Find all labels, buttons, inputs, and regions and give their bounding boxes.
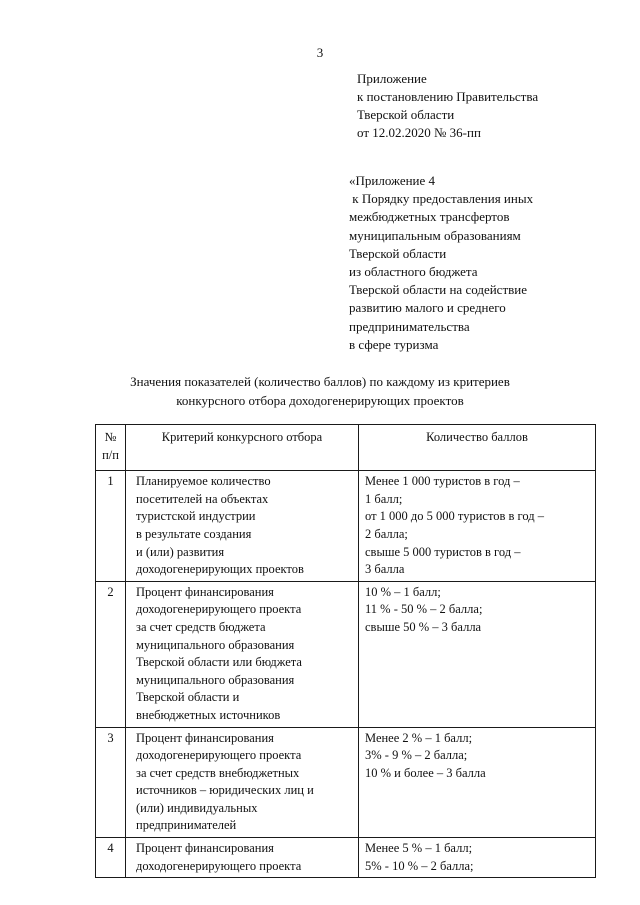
appendix-4-header xyxy=(349,172,619,354)
row-score xyxy=(359,838,596,878)
criteria-table-viewport xyxy=(90,424,610,873)
appendix-header-line: Приложение xyxy=(357,71,427,86)
criteria-table xyxy=(95,424,596,878)
criterion-line: туристской индустрии xyxy=(136,509,256,524)
appendix-4-line: к Порядку предоставления иных xyxy=(349,191,534,207)
criterion-line: доходогенерирующих проектов xyxy=(136,562,304,577)
row-number: 3 xyxy=(96,727,126,838)
table-row xyxy=(96,471,596,582)
criterion-line: Процент финансирования xyxy=(136,730,274,745)
score-line: 11 % - 50 % – 2 балла; xyxy=(365,602,483,617)
appendix-4-line: «Приложение 4 xyxy=(349,173,436,188)
row-number: 2 xyxy=(96,581,126,727)
appendix-header-line: от 12.02.2020 № 36-пп xyxy=(357,125,481,140)
row-criterion xyxy=(126,581,359,727)
criterion-line: муниципального образования xyxy=(136,637,295,652)
score-line: Менее 1 000 туристов в год – xyxy=(365,474,520,489)
row-score xyxy=(359,581,596,727)
header-num xyxy=(96,425,126,471)
criterion-line: за счет средств бюджета xyxy=(136,619,266,634)
appendix-header-line: к постановлению Правительства xyxy=(357,89,539,104)
table-row xyxy=(96,581,596,727)
table-header-row xyxy=(96,425,596,471)
criterion-line: доходогенерирующего проекта xyxy=(136,858,302,873)
appendix-4-line: предпринимательства xyxy=(349,318,470,334)
criterion-line: внебюджетных источников xyxy=(136,707,281,722)
criterion-line: Планируемое количество xyxy=(136,474,271,489)
criterion-line: источников – юридических лиц и xyxy=(136,783,314,798)
criterion-line: доходогенерирующего проекта xyxy=(136,748,302,763)
criterion-line: Тверской области или бюджета xyxy=(136,655,302,670)
appendix-4-line: межбюджетных трансфертов xyxy=(349,209,510,225)
row-number: 4 xyxy=(96,838,126,878)
score-line: от 1 000 до 5 000 туристов в год – xyxy=(365,509,544,524)
score-line: свыше 5 000 туристов в год – xyxy=(365,544,521,559)
row-criterion xyxy=(126,727,359,838)
header-criterion: Критерий конкурсного отбора xyxy=(126,425,359,471)
criterion-line: предпринимателей xyxy=(136,818,237,833)
row-criterion xyxy=(126,838,359,878)
criterion-line: доходогенерирующего проекта xyxy=(136,602,302,617)
score-line: 3 балла xyxy=(365,562,405,577)
header-num-line: № xyxy=(104,430,117,444)
document-title xyxy=(60,372,580,410)
score-line: Менее 5 % – 1 балл; xyxy=(365,841,473,856)
table-row xyxy=(96,727,596,838)
header-score: Количество баллов xyxy=(359,425,596,471)
criterion-line: в результате создания xyxy=(136,526,252,541)
appendix-4-line: в сфере туризма xyxy=(349,336,439,352)
appendix-header xyxy=(357,70,617,142)
appendix-4-line: Тверской области на содействие xyxy=(349,282,527,298)
criterion-line: за счет средств внебюджетных xyxy=(136,765,300,780)
criterion-line: Процент финансирования xyxy=(136,841,274,856)
score-line: свыше 50 % – 3 балла xyxy=(365,619,482,634)
appendix-4-line: Тверской области xyxy=(349,245,447,261)
criterion-line: Тверской области и xyxy=(136,690,240,705)
appendix-header-line: Тверской области xyxy=(357,107,455,122)
score-line: 3% - 9 % – 2 балла; xyxy=(365,748,468,763)
row-score xyxy=(359,727,596,838)
score-line: 10 % и более – 3 балла xyxy=(365,765,486,780)
row-criterion xyxy=(126,471,359,582)
criterion-line: муниципального образования xyxy=(136,672,295,687)
appendix-4-line: из областного бюджета xyxy=(349,264,478,280)
title-line-1: Значения показателей (количество баллов) по каждому из критериев xyxy=(130,374,510,389)
appendix-4-line: развитию малого и среднего xyxy=(349,300,506,316)
header-num-line: п/п xyxy=(102,447,119,462)
table-row xyxy=(96,838,596,878)
row-number: 1 xyxy=(96,471,126,582)
criterion-line: посетителей на объектах xyxy=(136,491,269,506)
criterion-line: и (или) развития xyxy=(136,544,225,559)
page-number: 3 xyxy=(316,45,324,60)
score-line: 5% - 10 % – 2 балла; xyxy=(365,858,474,873)
score-line: 1 балл; xyxy=(365,491,403,506)
title-line-2: конкурсного отбора доходогенерирующих проектов xyxy=(176,393,464,408)
score-line: Менее 2 % – 1 балл; xyxy=(365,730,473,745)
appendix-4-line: муниципальным образованиям xyxy=(349,227,521,243)
score-line: 10 % – 1 балл; xyxy=(365,584,441,599)
criterion-line: Процент финансирования xyxy=(136,584,274,599)
criterion-line: (или) индивидуальных xyxy=(136,800,258,815)
row-score xyxy=(359,471,596,582)
score-line: 2 балла; xyxy=(365,526,408,541)
